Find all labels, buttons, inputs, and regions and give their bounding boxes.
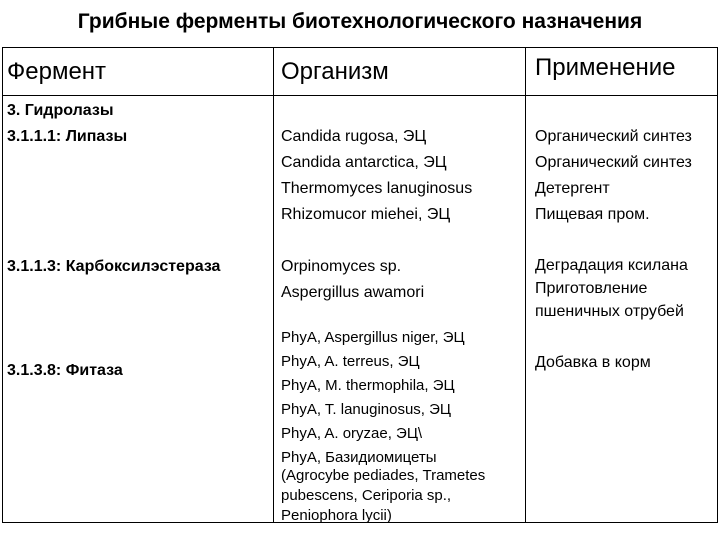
table-row-phytase-applications	[535, 350, 651, 376]
organism-item: (Agrocybe pediades, Trametes	[281, 467, 486, 484]
organism-item: PhyA, T. lanuginosus, ЭЦ	[281, 401, 452, 418]
organism-item: PhyA, A. oryzae, ЭЦ\	[281, 425, 423, 442]
application-item: пшеничных отрубей	[535, 303, 684, 320]
table-row-carboxylesterase-applications	[535, 254, 688, 323]
enzyme-label: 3.1.1.3: Карбоксилэстераза	[7, 258, 221, 275]
application-item: Деградация ксилана	[535, 257, 688, 274]
organism-item: PhyA, M. thermophila, ЭЦ	[281, 377, 455, 394]
page-title: Грибные ферменты биотехнологического назначения	[77, 10, 643, 33]
application-item: Добавка в корм	[535, 354, 651, 371]
application-item: Детергент	[535, 180, 610, 197]
organism-item: Peniophora lycii)	[281, 507, 392, 524]
table-row-lipases-enzyme	[7, 98, 127, 150]
table-row-carboxylesterase-organisms	[281, 254, 424, 306]
organism-item: PhyA, A. terreus, ЭЦ	[281, 353, 420, 370]
table-row-phytase-organisms-continued	[281, 466, 485, 526]
header-enzyme: Фермент	[7, 58, 107, 85]
application-item: Органический синтез	[535, 128, 692, 145]
organism-item: pubescens, Ceriporia sp.,	[281, 487, 452, 504]
enzyme-label: 3.1.3.8: Фитаза	[7, 362, 123, 379]
application-item: Органический синтез	[535, 154, 692, 171]
organism-item: Aspergillus awamori	[281, 284, 425, 301]
application-item: Приготовление	[535, 280, 648, 297]
enzyme-group-label: 3. Гидролазы	[7, 102, 114, 119]
table-row-lipases-applications	[535, 124, 692, 228]
table-row-phytase-enzyme	[7, 358, 123, 384]
table-row-lipases-organisms	[281, 124, 472, 228]
header-application: Применение	[535, 54, 676, 81]
table-header-row	[3, 48, 717, 96]
organism-item: Candida rugosa, ЭЦ	[281, 128, 427, 145]
organism-item: Thermomyces lanuginosus	[281, 180, 473, 197]
organism-item: PhyA, Базидиомицеты	[281, 449, 437, 466]
organism-item: Candida antarctica, ЭЦ	[281, 154, 447, 171]
organism-item: Rhizomucor miehei, ЭЦ	[281, 206, 451, 223]
organism-item: Orpinomyces sp.	[281, 258, 402, 275]
column-divider-2	[525, 48, 526, 522]
header-organism: Организм	[281, 58, 389, 85]
enzyme-table	[2, 47, 718, 523]
enzyme-label: 3.1.1.1: Липазы	[7, 128, 128, 145]
organism-item: PhyA, Aspergillus niger, ЭЦ	[281, 329, 465, 346]
table-row-phytase-organisms	[281, 326, 465, 470]
column-divider-1	[273, 48, 274, 522]
application-item: Пищевая пром.	[535, 206, 650, 223]
table-row-carboxylesterase-enzyme	[7, 254, 220, 280]
